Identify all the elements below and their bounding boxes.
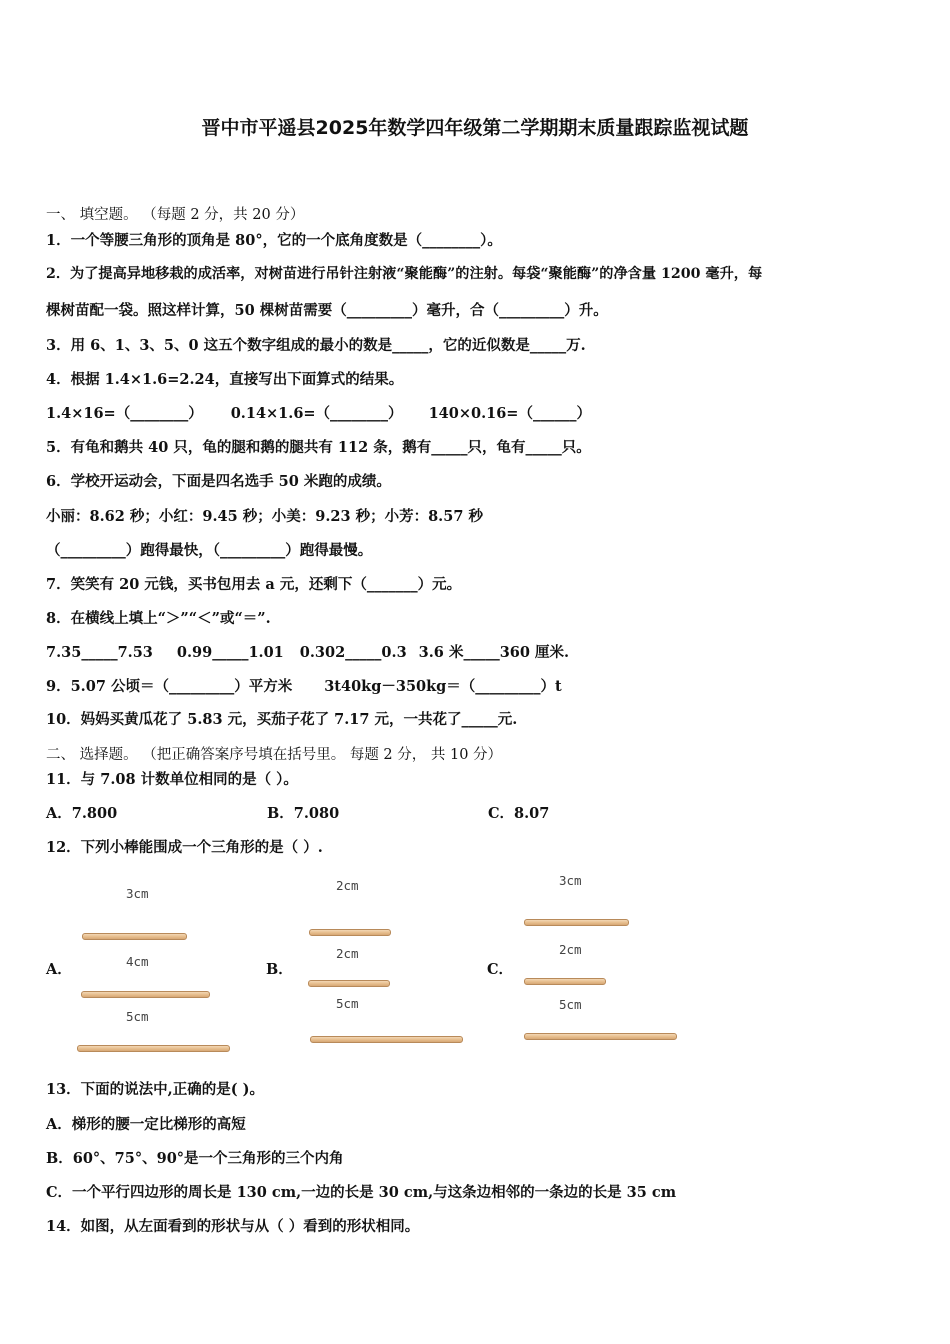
page-title: 晋中市平遥县2025年数学四年级第二学期期末质量跟踪监视试题: [201, 117, 749, 139]
question-8-item-c: 0.302_____0.3: [299, 644, 407, 661]
question-8-item-b: 0.99_____1.01: [176, 644, 284, 661]
section-2-heading: 二、 选择题。 （把正确答案序号填在括号里。 每题 2 分， 共 10 分）: [46, 747, 503, 763]
question-2-line-2: 棵树苗配一袋。照这样计算，50 棵树苗需要（_________）毫升，合（_________）升。: [46, 302, 608, 319]
question-11-option-a: A．7.800: [46, 805, 118, 822]
stick-c3-length: 5cm: [559, 997, 582, 1012]
question-7: 7．笑笑有 20 元钱，买书包用去 a 元，还剩下（_______）元。: [46, 576, 462, 593]
stick-c1: [524, 919, 629, 926]
stick-a3-length: 5cm: [126, 1009, 149, 1024]
question-12: 12．下列小棒能围成一个三角形的是（ ）.: [46, 839, 323, 856]
question-8-items: [46, 641, 569, 662]
stick-a2: [81, 991, 210, 998]
question-8-item-d: 3.6 米_____360 厘米.: [418, 644, 570, 661]
question-8-item-a: 7.35_____7.53: [46, 644, 153, 661]
question-13-option-a: A．梯形的腰一定比梯形的高短: [46, 1116, 246, 1133]
stick-b1: [309, 929, 391, 936]
question-11-option-c: C．8.07: [488, 805, 550, 822]
question-4: 4．根据 1.4×1.6=2.24，直接写出下面算式的结果。: [46, 371, 404, 388]
option-a-label: A．: [46, 961, 72, 978]
stick-b3: [310, 1036, 463, 1043]
stick-b2-length: 2cm: [336, 946, 359, 961]
question-10: 10．妈妈买黄瓜花了 5.83 元，买茄子花了 7.17 元，一共花了_____元.: [46, 711, 518, 728]
question-4-item-b: 0.14×1.6=（________）: [230, 405, 403, 422]
question-6: 6．学校开运动会，下面是四名选手 50 米跑的成绩。: [46, 473, 391, 490]
question-13-option-c: C．一个平行四边形的周长是 130 cm,一边的长是 30 cm,与这条边相邻的一条边的长是 35 cm: [46, 1184, 677, 1201]
question-11-options: [46, 802, 549, 823]
stick-c1-length: 3cm: [559, 873, 582, 888]
stick-c2-length: 2cm: [559, 942, 582, 957]
question-1: 1．一个等腰三角形的顶角是 80°，它的一个底角度数是（________）。: [46, 232, 502, 249]
stick-c3: [524, 1033, 677, 1040]
question-13: 13．下面的说法中,正确的是( )。: [46, 1081, 264, 1098]
option-c-label: C．: [487, 961, 514, 978]
question-9-part-b: 3t40kg－350kg＝（_________）t: [324, 678, 562, 695]
question-2-line-1: 2．为了提高异地移栽的成活率，对树苗进行吊针注射液“聚能酶”的注射。每袋“聚能酶”的净含量 1200 毫升，每: [46, 266, 763, 282]
option-b-label: B．: [266, 961, 293, 978]
question-5: 5．有龟和鹅共 40 只，龟的腿和鹅的腿共有 112 条，鹅有_____只，龟有_____只。: [46, 439, 591, 456]
stick-a2-length: 4cm: [126, 954, 149, 969]
question-11: 11．与 7.08 计数单位相同的是（ ）。: [46, 771, 298, 788]
question-9: [46, 675, 562, 696]
stick-a1: [82, 933, 187, 940]
question-6-answer: （_________）跑得最快，（_________）跑得最慢。: [46, 542, 373, 559]
question-4-items: [46, 402, 591, 423]
stick-b2: [308, 980, 390, 987]
question-13-option-b: B．60°、75°、90°是一个三角形的三个内角: [46, 1150, 344, 1167]
stick-a1-length: 3cm: [126, 886, 149, 901]
stick-b1-length: 2cm: [336, 878, 359, 893]
question-9-part-a: 9．5.07 公顷＝（_________）平方米: [46, 678, 293, 695]
question-6-times: 小丽：8.62 秒；小红：9.45 秒；小美：9.23 秒；小芳：8.57 秒: [46, 508, 483, 525]
question-14: 14．如图，从左面看到的形状与从（ ）看到的形状相同。: [46, 1218, 420, 1235]
question-11-option-b: B．7.080: [267, 805, 340, 822]
stick-c2: [524, 978, 606, 985]
question-4-item-a: 1.4×16=（________）: [46, 405, 203, 422]
stick-b3-length: 5cm: [336, 996, 359, 1011]
question-3: 3．用 6、1、3、5、0 这五个数字组成的最小的数是_____，它的近似数是_____万.: [46, 337, 586, 354]
question-4-item-c: 140×0.16=（______）: [428, 405, 591, 422]
stick-a3: [77, 1045, 230, 1052]
section-1-heading: 一、 填空题。 （每题 2 分，共 20 分）: [46, 207, 305, 223]
question-8: 8．在横线上填上“＞”“＜”或“＝”.: [46, 610, 271, 627]
